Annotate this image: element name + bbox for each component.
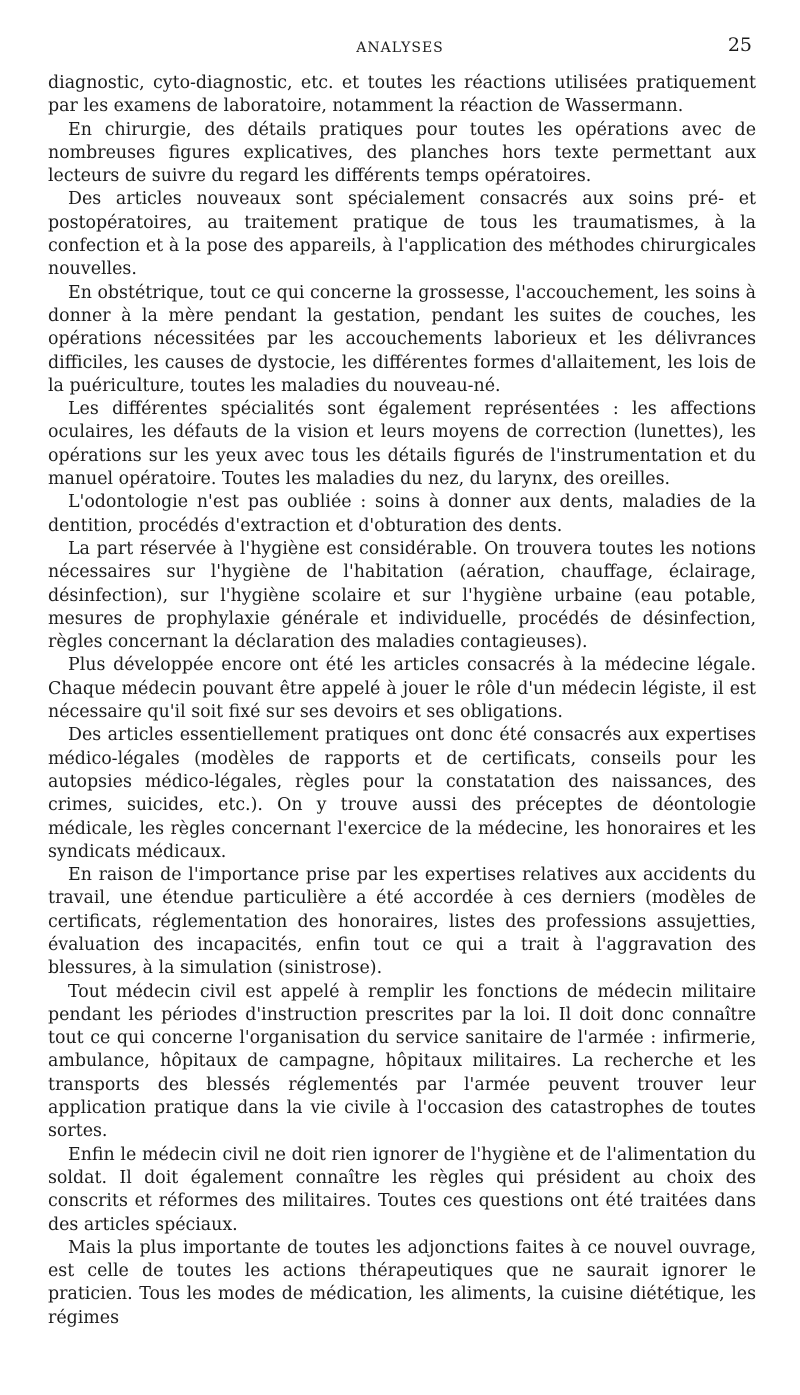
paragraph: Des articles nouveaux sont spécialement consacrés aux soins pré- et postopératoires, au traitement pratique de tous les traumatismes, à la confection et à la pose des appareils, à l'application des méthodes chirurgicales nouvelles. — [48, 189, 756, 280]
paragraph: Mais la plus importante de toutes les adjonctions faites à ce nouvel ouvrage, est celle de toutes les actions thérapeutiques que ne saurait ignorer le praticien. Tous les modes de médication, les aliments, la cuisine diététique, les régimes — [48, 1237, 756, 1328]
paragraph: La part réservée à l'hygiène est considérable. On trouvera toutes les notions nécessaires sur l'hygiène de l'habitation (aération, chauffage, éclairage, désinfection), sur l'hygiène scolaire et sur l'hygiène urbaine (eau potable, mesures de prophylaxie générale et individuelle, procédés de désinfection, règles concernant la déclaration des maladies contagieuses). — [48, 538, 756, 653]
paragraph: Les différentes spécialités sont également représentées : les affections oculaires, les défauts de la vision et leurs moyens de correction (lunettes), les opérations sur les yeux avec tous les détails figurés de l'instrumentation et du manuel opératoire. Toutes les maladies du nez, du larynx, des oreilles. — [48, 399, 756, 490]
paragraph: En obstétrique, tout ce qui concerne la grossesse, l'accouchement, les soins à donner à la mère pendant la gestation, pendant les suites de couches, les opérations nécessitées par les accouchements laborieux et les délivrances difficiles, les causes de dystocie, les différentes formes d'allaitement, les lois de la puériculture, toutes les maladies du nouveau-né. — [48, 282, 756, 396]
paragraph: diagnostic, cyto-diagnostic, etc. et toutes les réactions utilisées pratiquement par les examens de laboratoire, notamment la réaction de Wassermann. — [48, 73, 756, 117]
paragraph: En chirurgie, des détails pratiques pour toutes les opérations avec de nombreuses figures explicatives, des planches hors texte permettant aux lecteurs de suivre du regard les différents temps opératoires. — [48, 119, 756, 187]
paragraph: Tout médecin civil est appelé à remplir les fonctions de médecin militaire pendant les périodes d'instruction prescrites par la loi. Il doit donc connaître tout ce qui concerne l'organisation du service sanitaire de l'armée : infirmerie, ambulance, hôpitaux de campagne, hôpitaux militaires. La recherche et les transports des blessés réglementés par l'armée peuvent trouver leur application pratique dans la vie civile à l'occasion des catastrophes de toutes sortes. — [48, 981, 756, 1142]
body-text — [48, 72, 756, 1330]
page-number: 25 — [727, 34, 752, 56]
paragraph: Des articles essentiellement pratiques ont donc été consacrés aux expertises médico-légales (modèles de rapports et de certificats, conseils pour les autopsies médico-légales, règles pour la constatation des naissances, des crimes, suicides, etc.). On y trouve aussi des préceptes de déontologie médicale, les règles concernant l'exercice de la médecine, les honoraires et les syndicats médicaux. — [48, 725, 756, 862]
paragraph: Enfin le médecin civil ne doit rien ignorer de l'hygiène et de l'alimentation du soldat. Il doit également connaître les règles qui président au choix des conscrits et réformes des militaires. Toutes ces questions ont été traitées dans des articles spéciaux. — [48, 1144, 756, 1235]
paragraph: En raison de l'importance prise par les expertises relatives aux accidents du travail, une étendue particulière a été accordée à ces derniers (modèles de certificats, réglementation des honoraires, listes des professions assujetties, évaluation des incapacités, enfin tout ce qui a trait à l'aggravation des blessures, à la simulation (sinistrose). — [48, 865, 756, 979]
paragraph: L'odontologie n'est pas oubliée : soins à donner aux dents, maladies de la dentition, procédés d'extraction et d'obturation des dents. — [48, 492, 756, 536]
paragraph: Plus développée encore ont été les articles consacrés à la médecine légale. Chaque médecin pouvant être appelé à jouer le rôle d'un médecin légiste, il est nécessaire qu'il soit fixé sur ses devoirs et ses obligations. — [48, 655, 756, 723]
running-title: ANALYSES — [356, 40, 444, 56]
